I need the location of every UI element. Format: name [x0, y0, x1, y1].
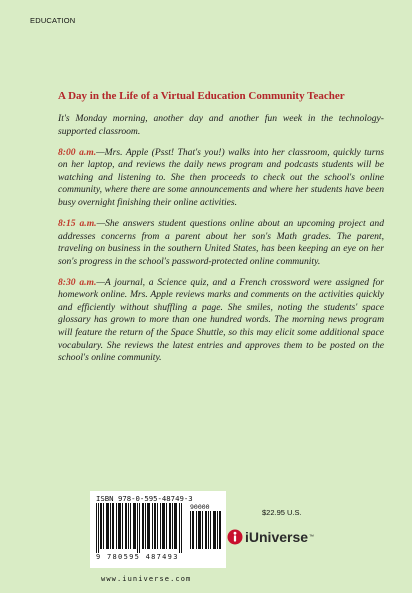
entry-time: 8:15 a.m. [58, 217, 97, 229]
article-title: A Day in the Life of a Virtual Education Community Teacher [58, 90, 345, 102]
addon-barcode-icon [190, 511, 222, 549]
price-code: 90000 [190, 503, 210, 511]
entry-paragraph [58, 218, 384, 268]
intro-paragraph: It's Monday morning, another day and another fun week in the technology-supported classroom. [58, 113, 384, 137]
publisher-logo [227, 526, 314, 548]
entry-time: 8:30 a.m. [58, 276, 97, 288]
publisher-name: iUniverse [245, 529, 309, 545]
entry-text: —Mrs. Apple (Psst! That's you!) walks into her classroom, quickly turns on her laptop, and reviews the daily news program and podcasts students will be watching and listening to. She then proceeds to check out the school's online community, where there are some announcements and where her students have been busy overnight finishing their online activities. [58, 146, 384, 208]
entry-text: —A journal, a Science quiz, and a French crossword were assigned for homework online. Mrs. Apple reviews marks and comments on the activities quickly and efficiently without shuffling a page. She smiles, noting the students' space glossary has grown to more than one hundred words. The morning news program will feature the return of the Space Shuttle, so this may elicit some additional space vocabulary. She reviews the latest entries and approves them to be posted on the school's online community. [58, 276, 384, 364]
category-label: EDUCATION [30, 16, 76, 25]
entry-text: —She answers student questions online about an upcoming project and addresses concerns from a parent about her son's Math grades. The parent, traveling on business in the southern United States, has been keeping an eye on her son's progress in the school's password-protected online community. [58, 217, 384, 267]
iuniverse-logo-icon [227, 529, 243, 545]
ean-digits: 9 780595 487493 [96, 553, 179, 561]
entry-time: 8:00 a.m. [58, 146, 97, 158]
article-body [58, 113, 384, 373]
entry-paragraph [58, 147, 384, 210]
publisher-website: www.iuniverse.com [101, 575, 192, 583]
isbn-label: ISBN 978-0-595-48749-3 [96, 494, 193, 503]
trademark-symbol: ™ [309, 534, 315, 540]
barcode-icon [96, 503, 186, 553]
price-label: $22.95 U.S. [262, 508, 302, 517]
entry-paragraph [58, 277, 384, 365]
